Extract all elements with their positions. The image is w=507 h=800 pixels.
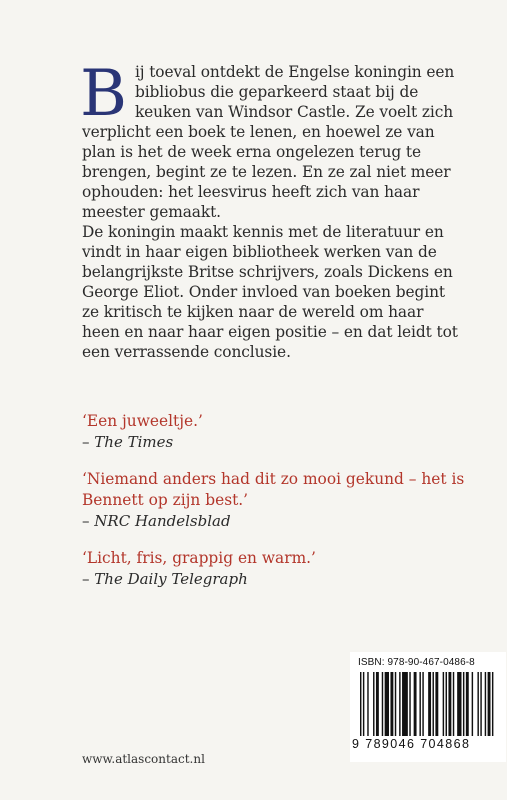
source-dash: –	[82, 512, 95, 530]
barcode-bar	[395, 672, 396, 736]
barcode-area	[350, 652, 506, 762]
barcode-bar	[376, 672, 379, 736]
review-quote-text: ‘Een juweeltje.’	[82, 412, 203, 430]
barcode-bar	[457, 672, 461, 736]
barcode-bar	[477, 672, 478, 736]
barcode-bar	[488, 672, 491, 736]
barcode-bar	[443, 672, 444, 736]
source-dash: –	[82, 570, 95, 588]
publisher-website: www.atlascontact.nl	[82, 752, 205, 766]
barcode-bar	[428, 672, 431, 736]
barcode-bar	[390, 672, 393, 736]
isbn-label: ISBN: 978-90-467-0486-8	[358, 657, 475, 668]
source-name: NRC Handelsblad	[94, 512, 231, 530]
barcode-bar	[363, 672, 364, 736]
source-name: The Daily Telegraph	[94, 570, 248, 588]
barcode-bar	[453, 672, 454, 736]
barcode-bar	[492, 672, 493, 736]
review-quote	[82, 411, 472, 453]
blurb-first-paragraph-text: ij toeval ontdekt de Engelse koningin een bibliobus die geparkeerd staat bij de keuken van Windsor Castle. Ze voelt zich verplicht een boek te lenen, en hoewel ze van plan is het de week erna ongelezen terug te brengen, begint ze te lezen. En ze zal niet meer ophouden: het leesvirus heeft zich van haar meester gemaakt.	[82, 63, 455, 221]
source-name: The Times	[94, 433, 174, 451]
barcode-bar	[466, 672, 469, 736]
barcode-bar	[382, 672, 383, 736]
barcode-bar	[419, 672, 420, 736]
barcode-bar	[480, 672, 481, 736]
barcode-bar	[435, 672, 438, 736]
review-quote	[82, 548, 472, 590]
blurb	[80, 57, 462, 362]
barcode-bar	[367, 672, 368, 736]
review-quotes	[82, 411, 472, 606]
barcode-bar	[485, 672, 486, 736]
review-quote-text: ‘Niemand anders had dit zo mooi gekund – het is Bennett op zijn best.’	[82, 470, 465, 509]
barcode-graphic	[358, 672, 498, 738]
barcode-bar	[399, 672, 400, 736]
barcode-bar	[463, 672, 464, 736]
blurb-first-paragraph	[80, 57, 462, 222]
review-quote	[82, 469, 472, 532]
barcode-bar	[414, 672, 417, 736]
barcode-bar	[385, 672, 389, 736]
review-quote-source	[82, 511, 472, 532]
review-quote-text: ‘Licht, fris, grappig en warm.’	[82, 549, 316, 567]
barcode-bar	[433, 672, 434, 736]
barcode-bar	[422, 672, 423, 736]
barcode-bar	[402, 672, 408, 736]
barcode-bar	[373, 672, 374, 736]
barcode-bar	[472, 672, 473, 736]
blurb-second-paragraph: De koningin maakt kennis met de literatuur en vindt in haar eigen bibliotheek werken van de belangrijkste Britse schrijvers, zoals Dickens en George Eliot. Onder invloed van boeken begint ze kritisch te kijken naar de wereld om haar heen en naar haar eigen positie – en dat leidt tot een verrassende conclusie.	[82, 223, 458, 361]
barcode-bar	[446, 672, 447, 736]
review-quote-source	[82, 432, 472, 453]
source-dash: –	[82, 433, 95, 451]
drop-cap: B	[80, 57, 127, 131]
review-quote-source	[82, 569, 472, 590]
barcode-bar	[409, 672, 410, 736]
barcode-digits: 9 789046 704868	[352, 737, 471, 751]
barcode-bar	[448, 672, 451, 736]
barcode-bar	[360, 672, 361, 736]
